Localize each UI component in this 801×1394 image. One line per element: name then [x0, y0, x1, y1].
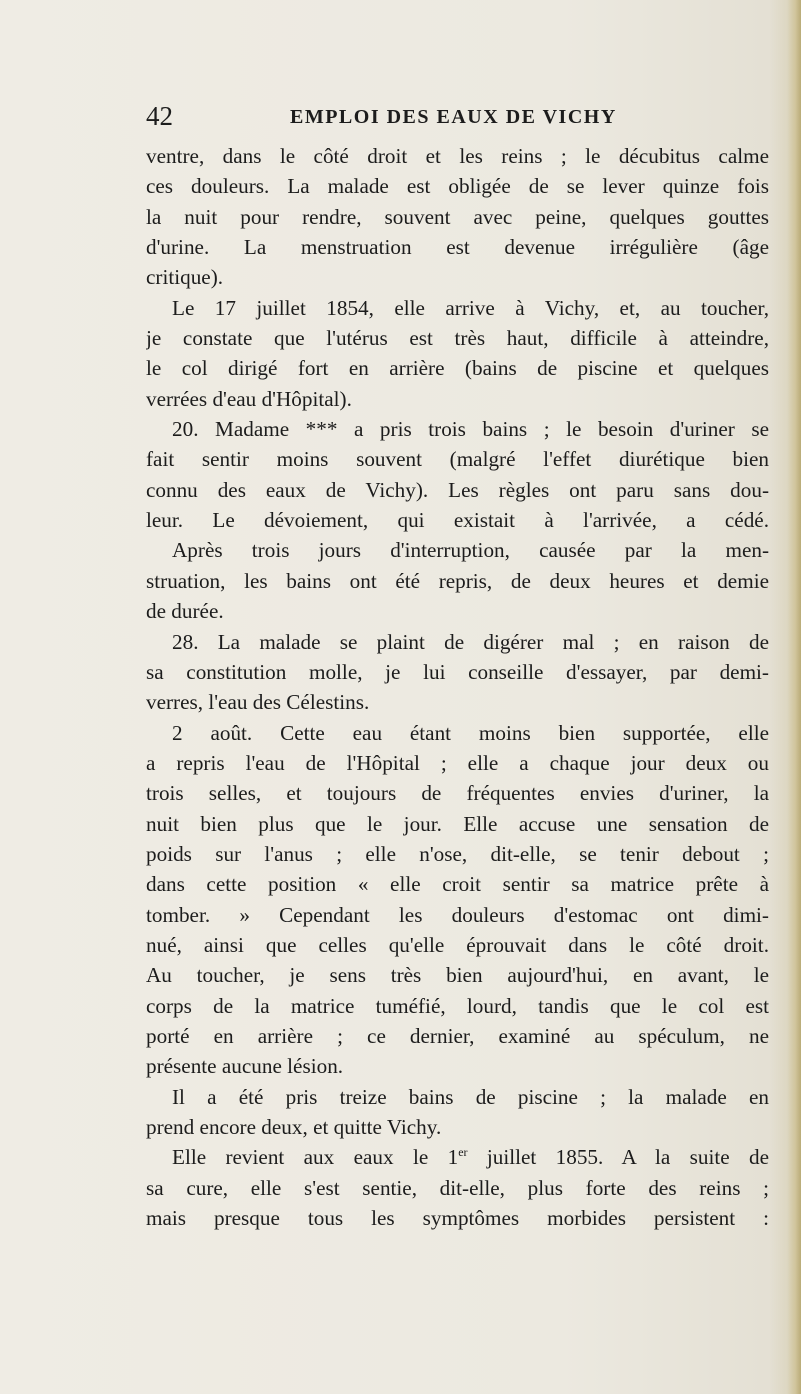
text-line: Au toucher, je sens très bien aujourd'hui, en avant, le	[146, 963, 769, 988]
text-line	[146, 1142, 769, 1172]
text-fragment: Elle revient aux eaux le 1	[172, 1145, 459, 1170]
text-line: leur. Le dévoiement, qui existait à l'arrivée, a cédé.	[146, 508, 769, 533]
text-line: struation, les bains ont été repris, de deux heures et demie	[146, 568, 769, 593]
text-line: le col dirigé fort en arrière (bains de piscine et quelques	[146, 356, 769, 381]
text-line: présente aucune lésion.	[146, 1054, 344, 1079]
text-line: ventre, dans le côté droit et les reins ; le décubitus calme	[146, 144, 769, 168]
text-fragment: juillet 1855. A la suite de	[467, 1145, 769, 1170]
text-line: fait sentir moins souvent (malgré l'effet diurétique bien	[146, 447, 769, 472]
text-line: ces douleurs. La malade est obligée de se lever quinze fois	[146, 174, 769, 199]
text-line: dans cette position « elle croit sentir sa matrice prête à	[146, 872, 769, 897]
text-line: trois selles, et toujours de fréquentes envies d'uriner, la	[146, 781, 769, 806]
text-line: mais presque tous les symptômes morbides persistent :	[146, 1206, 769, 1231]
text-line: verres, l'eau des Célestins.	[146, 690, 370, 715]
text-line: connu des eaux de Vichy). Les règles ont paru sans dou-	[146, 477, 769, 502]
text-line: 2 août. Cette eau étant moins bien supportée, elle	[172, 720, 769, 745]
text-line: critique).	[146, 265, 224, 290]
text-line: nué, ainsi que celles qu'elle éprouvait dans le côté droit.	[146, 932, 769, 957]
text-line: d'urine. La menstruation est devenue irrégulière (âge	[146, 235, 769, 260]
text-line: porté en arrière ; ce dernier, examiné au spéculum, ne	[146, 1023, 769, 1048]
text-line: je constate que l'utérus est très haut, difficile à atteindre,	[146, 326, 769, 351]
text-line: Le 17 juillet 1854, elle arrive à Vichy, et, au toucher,	[172, 295, 769, 320]
text-line: sa cure, elle s'est sentie, dit-elle, plus forte des reins ;	[146, 1175, 769, 1200]
running-head	[146, 100, 786, 132]
text-line: 20. Madame *** a pris trois bains ; le besoin d'uriner se	[172, 417, 769, 442]
text-line: de durée.	[146, 599, 224, 624]
running-title: EMPLOI DES EAUX DE VICHY	[290, 106, 617, 128]
text-line: corps de la matrice tuméfié, lourd, tandis que le col est	[146, 993, 769, 1018]
page-edge	[787, 0, 801, 1394]
page-number: 42	[146, 101, 173, 131]
text-line: 28. La malade se plaint de digérer mal ; en raison de	[172, 629, 769, 654]
text-line: tomber. » Cependant les douleurs d'estomac ont dimi-	[146, 902, 769, 927]
text-line: a repris l'eau de l'Hôpital ; elle a chaque jour deux ou	[146, 750, 769, 775]
text-line: sa constitution molle, je lui conseille d'essayer, par demi-	[146, 659, 769, 684]
text-line: prend encore deux, et quitte Vichy.	[146, 1115, 442, 1139]
text-line: Il a été pris treize bains de piscine ; la malade en	[172, 1084, 769, 1109]
superscript: er	[458, 1145, 468, 1160]
text-line: la nuit pour rendre, souvent avec peine, quelques gouttes	[146, 204, 769, 229]
text-line: Après trois jours d'interruption, causée par la men-	[172, 538, 769, 563]
text-line: poids sur l'anus ; elle n'ose, dit-elle, se tenir debout ;	[146, 841, 769, 866]
text-line: verrées d'eau d'Hôpital).	[146, 386, 352, 411]
text-line: nuit bien plus que le jour. Elle accuse une sensation de	[146, 811, 769, 836]
body-text	[146, 141, 769, 1233]
